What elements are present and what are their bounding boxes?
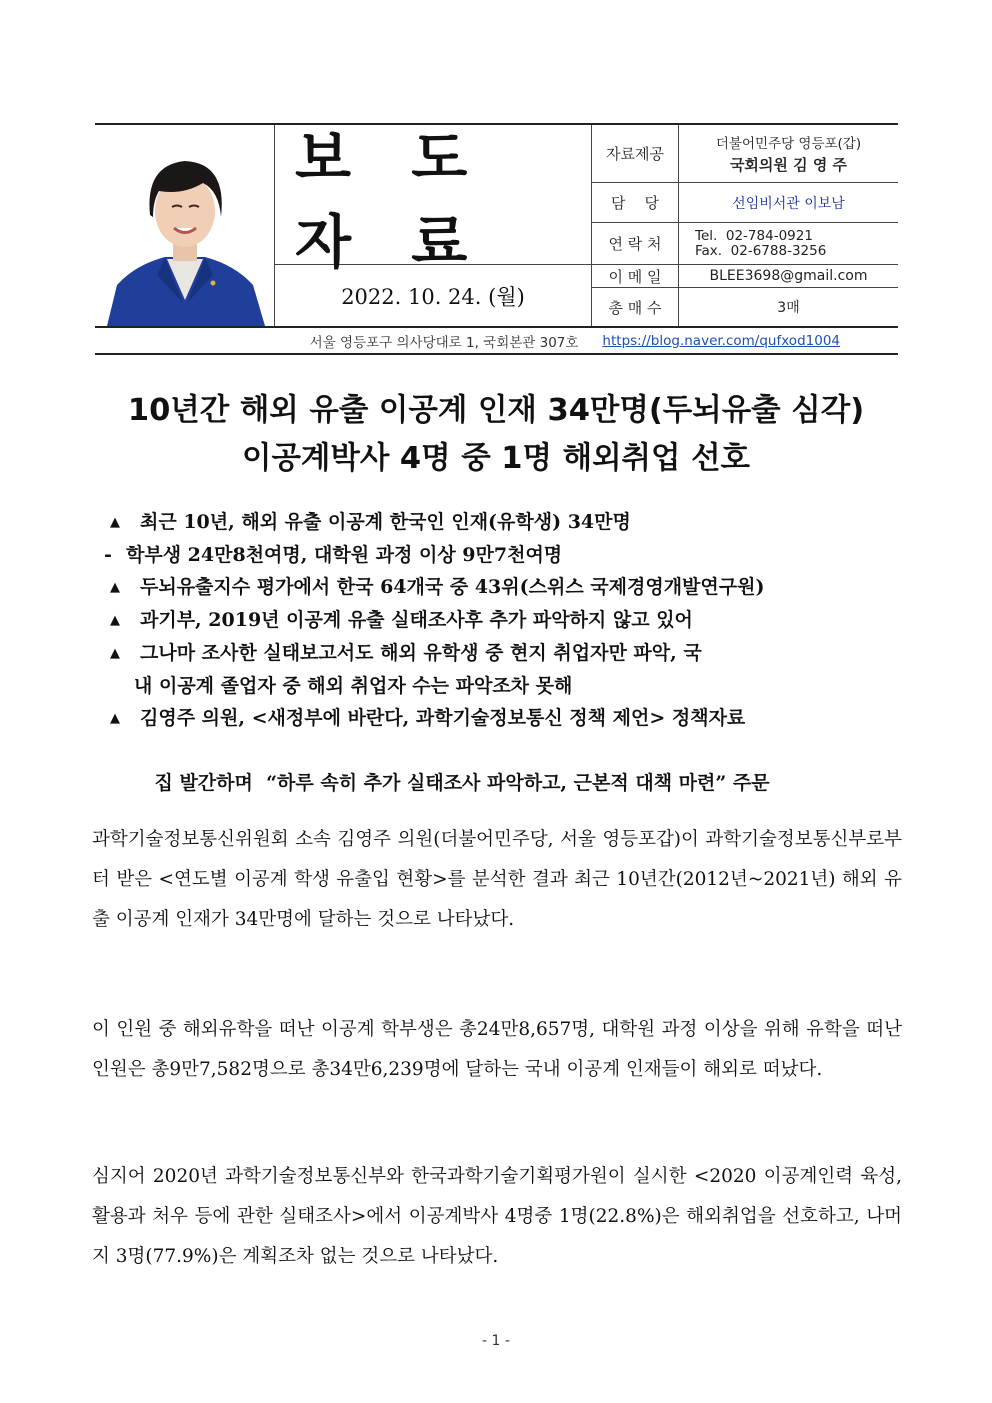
party-district: 더불어민주당 영등포(갑) [715,136,862,152]
bullet-item [110,571,900,604]
contact-person-row [592,183,898,223]
phone-value [679,223,898,264]
fax-number: Fax. 02-6788-3256 [695,242,827,259]
bullet-item [110,702,900,735]
provider-value [679,125,898,182]
bullet-text: 최근 10년, 해외 유출 이공계 한국인 인재(유학생) 34만명 [140,511,631,533]
triangle-bullet-icon: ▲ [110,580,120,595]
pages-value: 3매 [777,300,800,316]
bullet-item [104,539,900,571]
bullet-text: 내 이공계 졸업자 중 해외 취업자 수는 파악조차 못해 [134,675,573,697]
phone-row [592,223,898,265]
bullet-item [110,506,900,539]
address-bar [95,329,898,355]
lawmaker-portrait [95,125,275,326]
bullet-item [110,604,900,637]
tel-number: Tel. 02-784-0921 [695,227,813,244]
email-label: 이 메 일 [592,265,679,287]
document-title: 보 도 자 료 [295,123,488,276]
provider-row [592,125,898,183]
summary-bullets [104,506,900,831]
headline-line-1: 10년간 해외 유출 이공계 인재 34만명(두뇌유출 심각) [127,393,865,428]
press-release-header [95,123,898,328]
bullet-text: 집 발간하며 “하루 속히 추가 실태조사 파악하고, 근본적 대책 마련” 주문 [154,772,770,794]
contact-person-value: 선임비서관 이보남 [732,195,845,212]
pages-row [592,288,898,326]
triangle-bullet-icon: ▲ [110,646,120,661]
blog-link[interactable]: https://blog.naver.com/qufxod1004 [602,333,840,349]
email-value[interactable]: BLEE3698@gmail.com [709,268,868,284]
provider-label: 자료제공 [592,125,679,182]
email-row [592,265,898,288]
body-paragraph-2: 이 인원 중 해외유학을 떠난 이공계 학부생은 총24만8,657명, 대학원 과정 이상을 위해 유학을 떠난 인원은 총9만7,582명으로 총34만6,239명에 달하는 국내 이공계 인재들이 해외로 떠났다. [92,1019,902,1080]
bullet-text: 학부생 24만8천여명, 대학원 과정 이상 9만7천여명 [126,544,563,566]
bullet-text: 김영주 의원, <새정부에 바란다, 과학기술정보통신 정책 제언> 정책자료 [140,707,746,729]
bullet-continuation [110,670,900,702]
bullet-text: 그나마 조사한 실태보고서도 해외 유학생 중 현지 취업자만 파악, 국 [140,642,702,664]
contact-person-label: 담 당 [592,183,679,222]
office-address: 서울 영등포구 의사당대로 1, 국회본관 307호 [309,335,579,351]
document-title-cell [275,123,592,276]
triangle-bullet-icon: ▲ [110,515,120,530]
member-name: 국회의원 김 영 주 [729,156,848,174]
bullet-continuation [110,735,900,831]
pages-label: 총 매 수 [592,288,679,326]
phone-label: 연 락 처 [592,223,679,264]
page-number: - 1 - [482,1333,510,1349]
triangle-bullet-icon: ▲ [110,613,120,628]
dash-bullet-icon: - [104,544,112,566]
release-date: 2022. 10. 24. (월) [275,265,592,326]
triangle-bullet-icon: ▲ [110,711,120,726]
headline-line-2: 이공계박사 4명 중 1명 해외취업 선호 [241,441,751,476]
bullet-text: 과기부, 2019년 이공계 유출 실태조사후 추가 파악하지 않고 있어 [140,609,693,631]
bullet-item [110,637,900,670]
contact-info-table [592,125,898,326]
body-paragraph-3: 심지어 2020년 과학기술정보통신부와 한국과학기술기획평가원이 실시한 <2020 이공계인력 육성, 활용과 처우 등에 관한 실태조사>에서 이공계박사 4명중 1명(22.8%)은 해외취업을 선호하고, 나머지 3명(77.9%)은 계획조차 없는 것으로 나타났다. [92,1166,902,1267]
portrait-image [95,125,275,326]
body-paragraph-1: 과학기술정보통신위원회 소속 김영주 의원(더불어민주당, 서울 영등포갑)이 과학기술정보통신부로부터 받은 <연도별 이공계 학생 유출입 현황>를 분석한 결과 최근 10년간(2012년~2021년) 해외 유출 이공계 인재가 34만명에 달하는 것으로 나타났다. [92,829,902,930]
bullet-text: 두뇌유출지수 평가에서 한국 64개국 중 43위(스위스 국제경영개발연구원) [140,576,765,598]
